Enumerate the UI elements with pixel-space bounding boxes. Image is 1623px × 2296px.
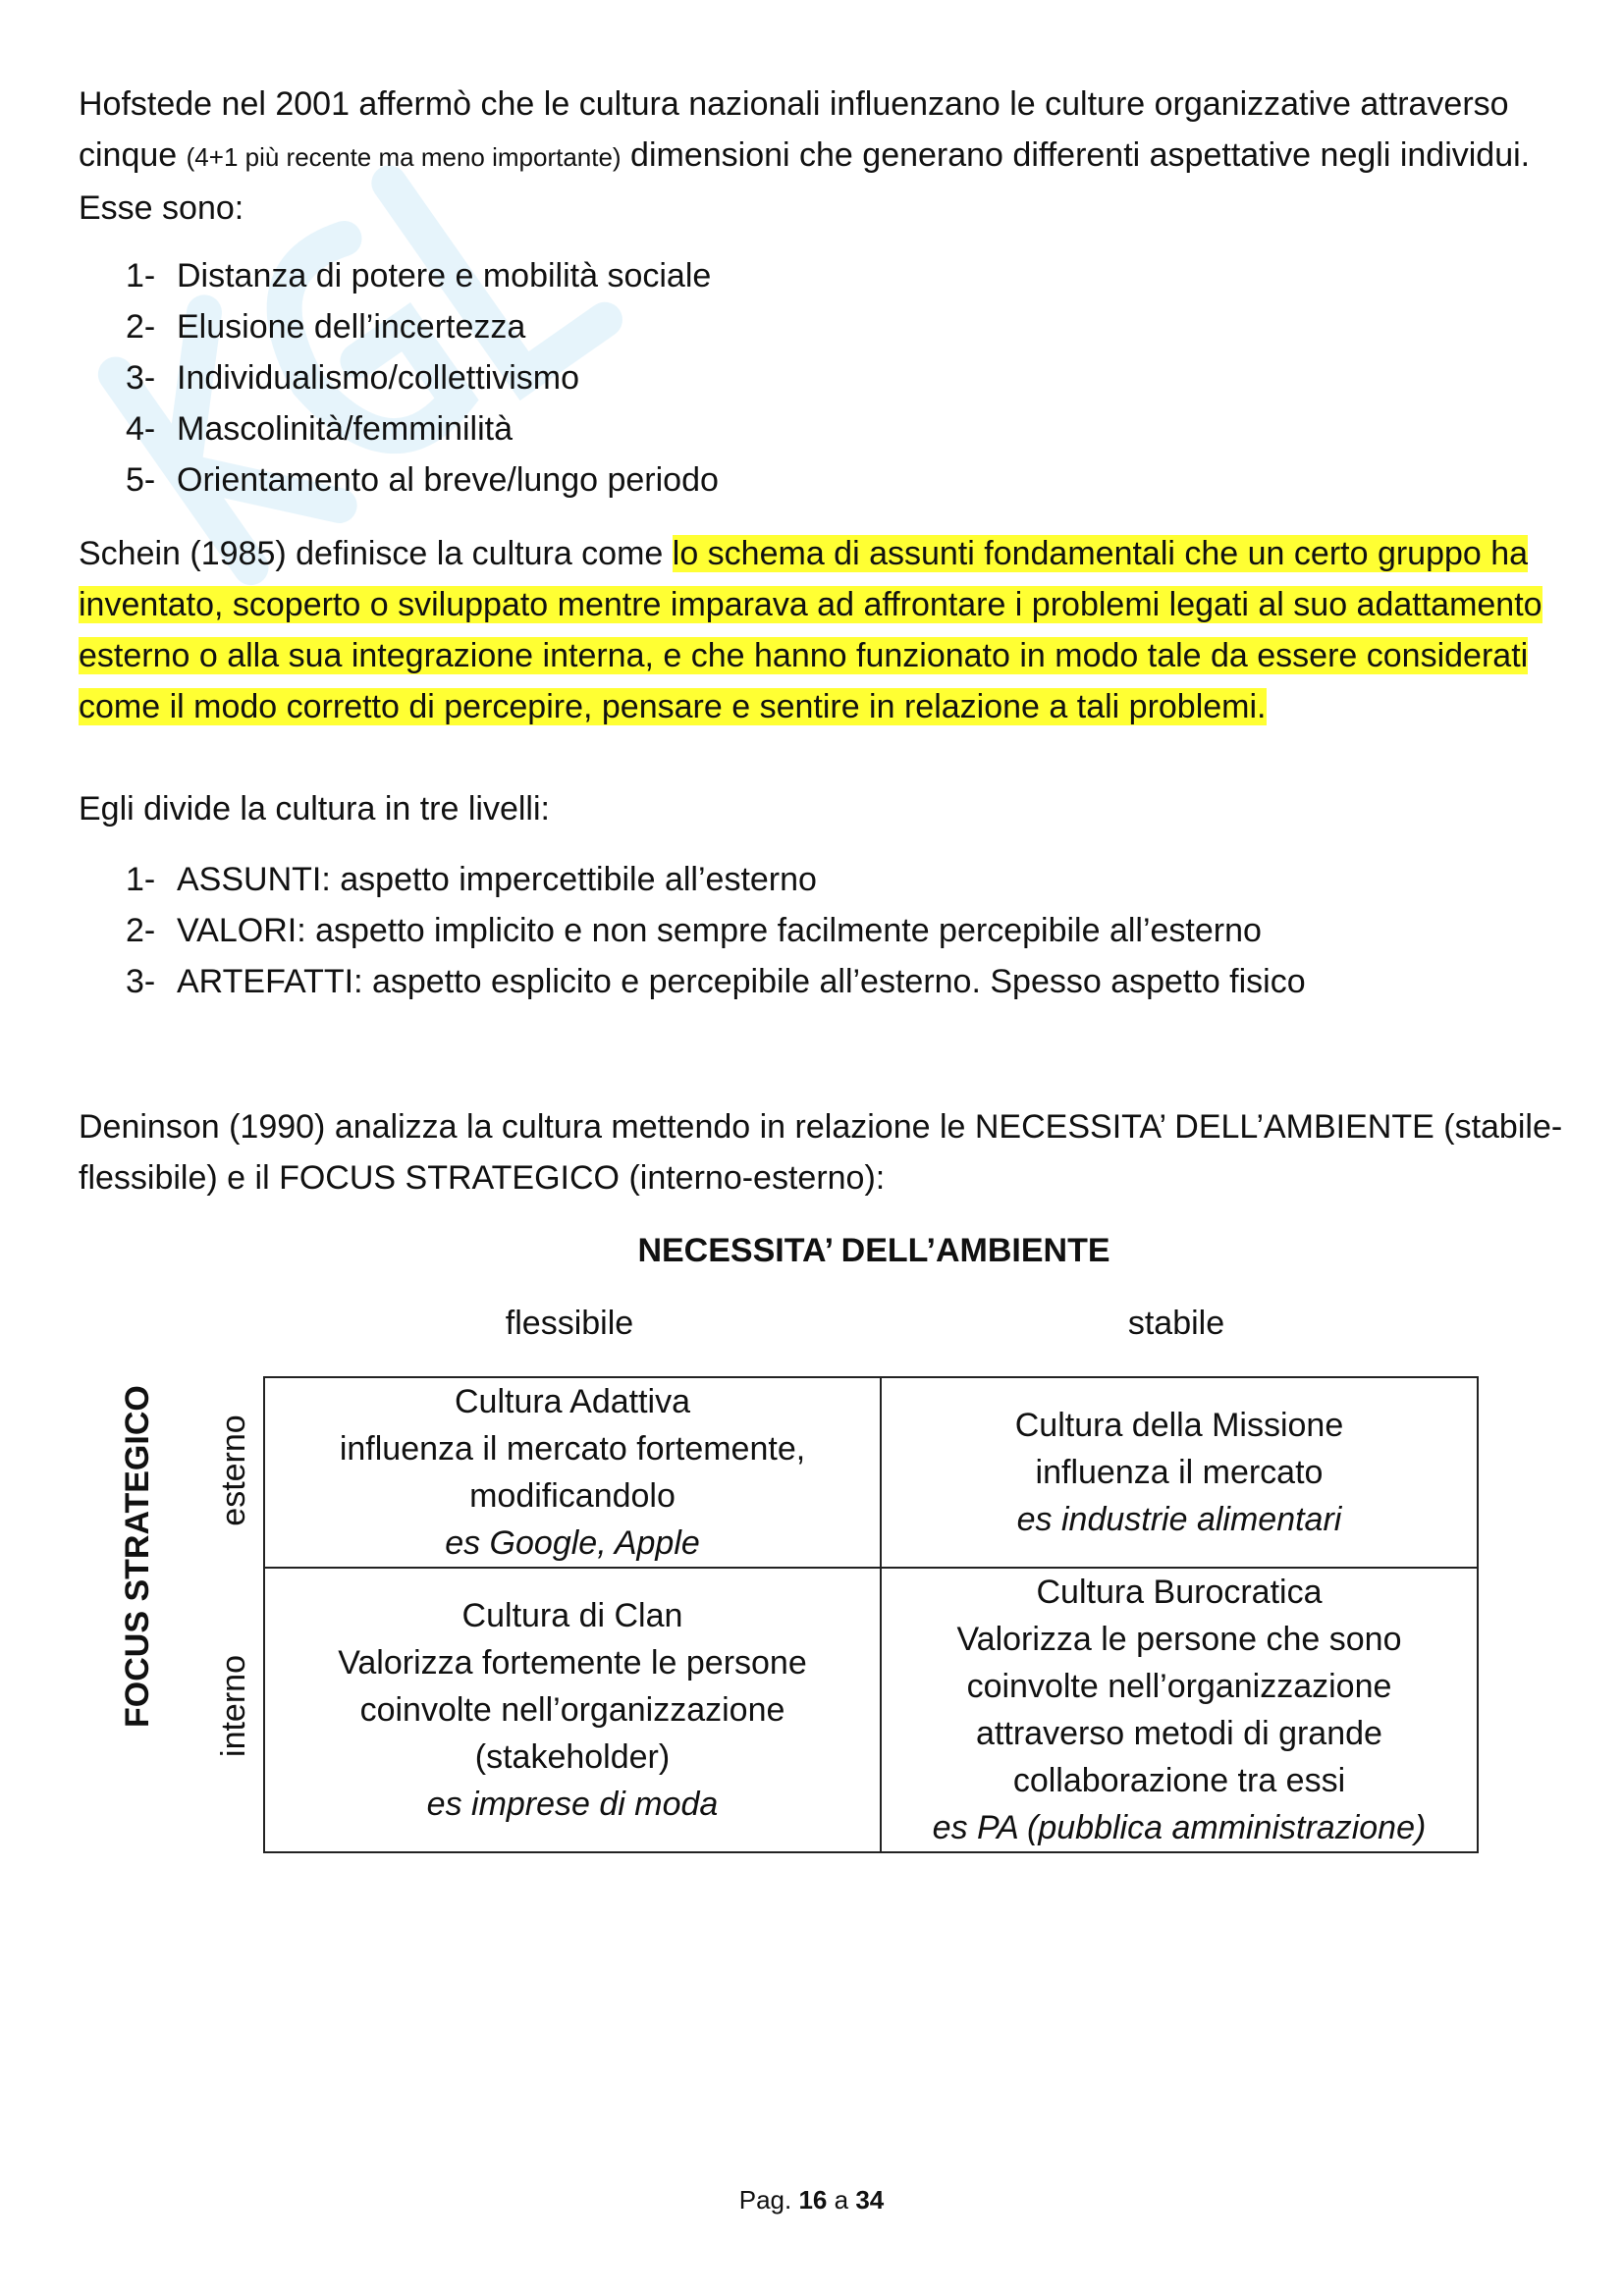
cell-clan-culture: Cultura di Clan Valorizza fortemente le persone coinvolte nell’organizzazione (stakeholder) es imprese di moda [264,1568,881,1852]
current-page-number: 16 [798,2185,828,2215]
paragraph-text: Hofstede nel 2001 affermò che le cultura nazionali influenzano le culture organizzative attraverso cinque [79,85,1509,174]
paragraph-levels-intro: Egli divide la cultura in tre livelli: [79,790,550,828]
list-item: 3- ARTEFATTI: aspetto esplicito e percepibile all’esterno. Spesso aspetto fisico [126,963,1306,1000]
column-header-stable: stabile [1127,1305,1225,1342]
total-pages: 34 [855,2185,885,2215]
row-axis-label: FOCUS STRATEGICO [119,1385,156,1728]
hofstede-dimensions-list [126,250,719,506]
matrix-row-external [264,1377,1478,1568]
paragraph-schein [79,528,1571,732]
schein-levels-list [126,854,1306,1007]
paragraph-text: dimensioni che generano differenti aspettative negli individui. Esse sono: [79,136,1531,227]
list-item: 2- VALORI: aspetto implicito e non sempre facilmente percepibile all’esterno [126,912,1262,949]
row-header-external: esterno [215,1415,252,1526]
page-footer: Pag. 16 a 34 [738,2185,885,2215]
list-item: 2- Elusione dell’incertezza [126,308,526,346]
list-item: 4- Mascolinità/femminilità [126,410,513,448]
paragraph-text: Schein (1985) definisce la cultura come [79,535,673,572]
row-header-internal: interno [215,1655,252,1757]
cell-bureaucratic-culture: Cultura Burocratica Valorizza le persone che sono coinvolte nell’organizzazione attraverso metodi di grande collaborazione tra essi es PA (pubblica amministrazione) [881,1568,1478,1852]
paragraph-deninson: Deninson (1990) analizza la cultura mettendo in relazione le NECESSITA’ DELL’AMBIENTE (stabile-flessibile) e il FOCUS STRATEGICO (interno-esterno): [79,1108,1563,1197]
matrix-title: NECESSITA’ DELL’AMBIENTE [637,1232,1110,1269]
list-item: 1- ASSUNTI: aspetto impercettibile all’esterno [126,861,817,898]
paragraph-note: (4+1 più recente ma meno importante) [186,142,622,172]
matrix-row-internal [264,1568,1478,1852]
list-item: 5- Orientamento al breve/lungo periodo [126,461,719,499]
list-item: 1- Distanza di potere e mobilità sociale [126,257,712,294]
highlighted-definition: lo schema di assunti fondamentali che un certo gruppo ha inventato, scoperto o sviluppato mentre imparava ad affrontare i problemi legati al suo adattamento esterno o alla sua integrazione interna, e che hanno funzionato in modo tale da essere considerati come il modo corretto di percepire, pensare e sentire in relazione a tali problemi. [79,535,1542,725]
paragraph-hofstede [79,79,1571,234]
column-header-flexible: flessibile [505,1305,634,1342]
list-item: 3- Individualismo/collettivismo [126,359,580,397]
cell-mission-culture: Cultura della Missione influenza il mercato es industrie alimentari [881,1377,1478,1568]
cell-adaptive-culture: Cultura Adattiva influenza il mercato fortemente, modificandolo es Google, Apple [264,1377,881,1568]
culture-matrix [263,1376,1479,1853]
